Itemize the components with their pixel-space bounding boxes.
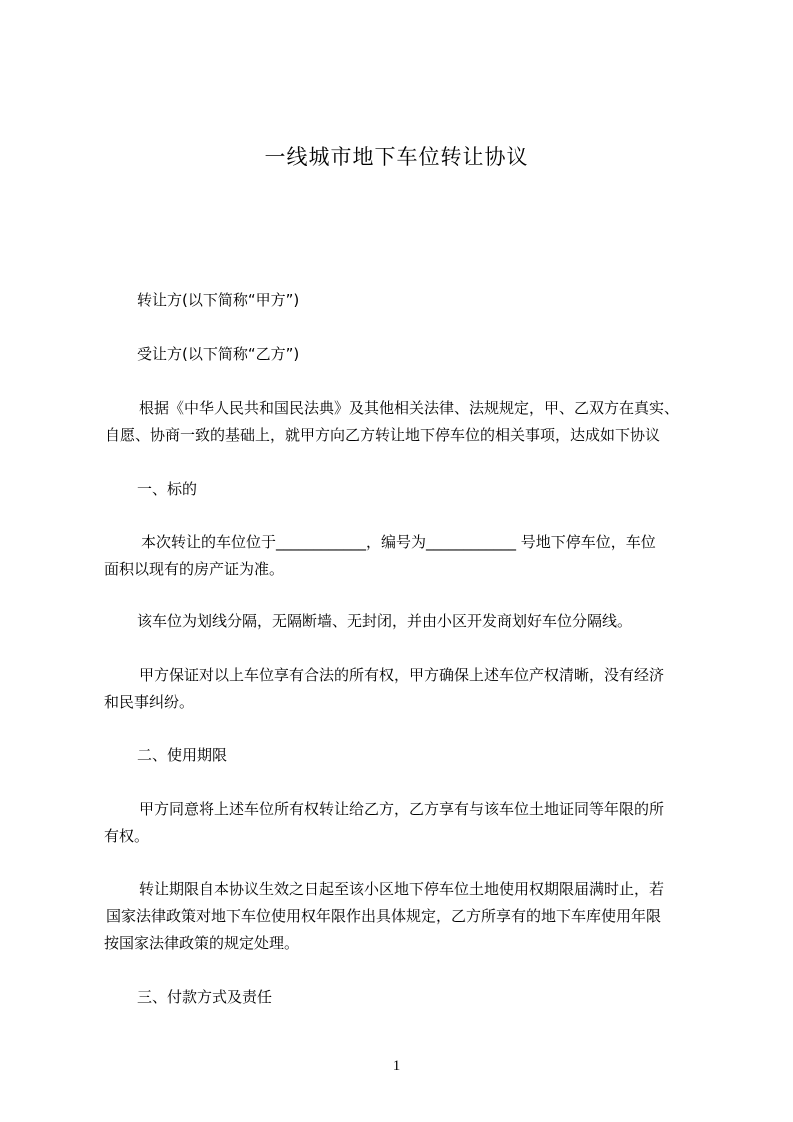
section-2-heading: 二、使用期限 [137,746,228,764]
intro-paragraph-line-1: 根据《中华人民共和国民法典》及其他相关法律、法规规定，甲、乙双方在真实、 [139,399,680,417]
party-a-line: 转让方(以下简称“甲方”) [137,291,300,309]
document-title: 一线城市地下车位转让协议 [264,145,529,169]
section-3-heading: 三、付款方式及责任 [137,988,273,1006]
section-1-heading: 一、标的 [137,480,198,498]
location-blank: ____________ [276,533,367,551]
party-b-line: 受让方(以下简称“乙方”) [137,345,300,363]
transfer-paragraph-line-2: 有权。 [104,827,150,845]
intro-paragraph-line-2: 自愿、协商一致的基础上，就甲方向乙方转让地下停车位的相关事项，达成如下协议 [105,426,661,444]
ownership-paragraph-line-1: 甲方保证对以上车位享有合法的所有权，甲方确保上述车位产权清晰，没有经济 [139,666,665,684]
ownership-paragraph-line-2: 和民事纠纷。 [104,693,195,711]
subject-text-tail: 号地下停车位，车位 [516,533,656,551]
subject-paragraph-line-1 [141,532,656,552]
subject-text-number: ，编号为 [366,533,427,551]
partition-paragraph: 该车位为划线分隔，无隔断墙、无封闭，并由小区开发商划好车位分隔线。 [137,612,633,630]
term-paragraph-line-3: 按国家法律政策的规定处理。 [104,934,300,952]
subject-text-location: 本次转让的车位位于 [141,533,277,551]
transfer-paragraph-line-1: 甲方同意将上述车位所有权转让给乙方，乙方享有与该车位土地证同等年限的所 [139,800,665,818]
subject-paragraph-line-2: 面积以现有的房产证为准。 [104,560,285,578]
term-paragraph-line-2: 国家法律政策对地下车位使用权年限作出具体规定，乙方所享有的地下车库使用年限 [106,907,662,925]
term-paragraph-line-1: 转让期限自本协议生效之日起至该小区地下停车位土地使用权期限届满时止，若 [139,880,665,898]
page-number: 1 [392,1058,401,1074]
number-blank: ____________ [426,533,517,551]
